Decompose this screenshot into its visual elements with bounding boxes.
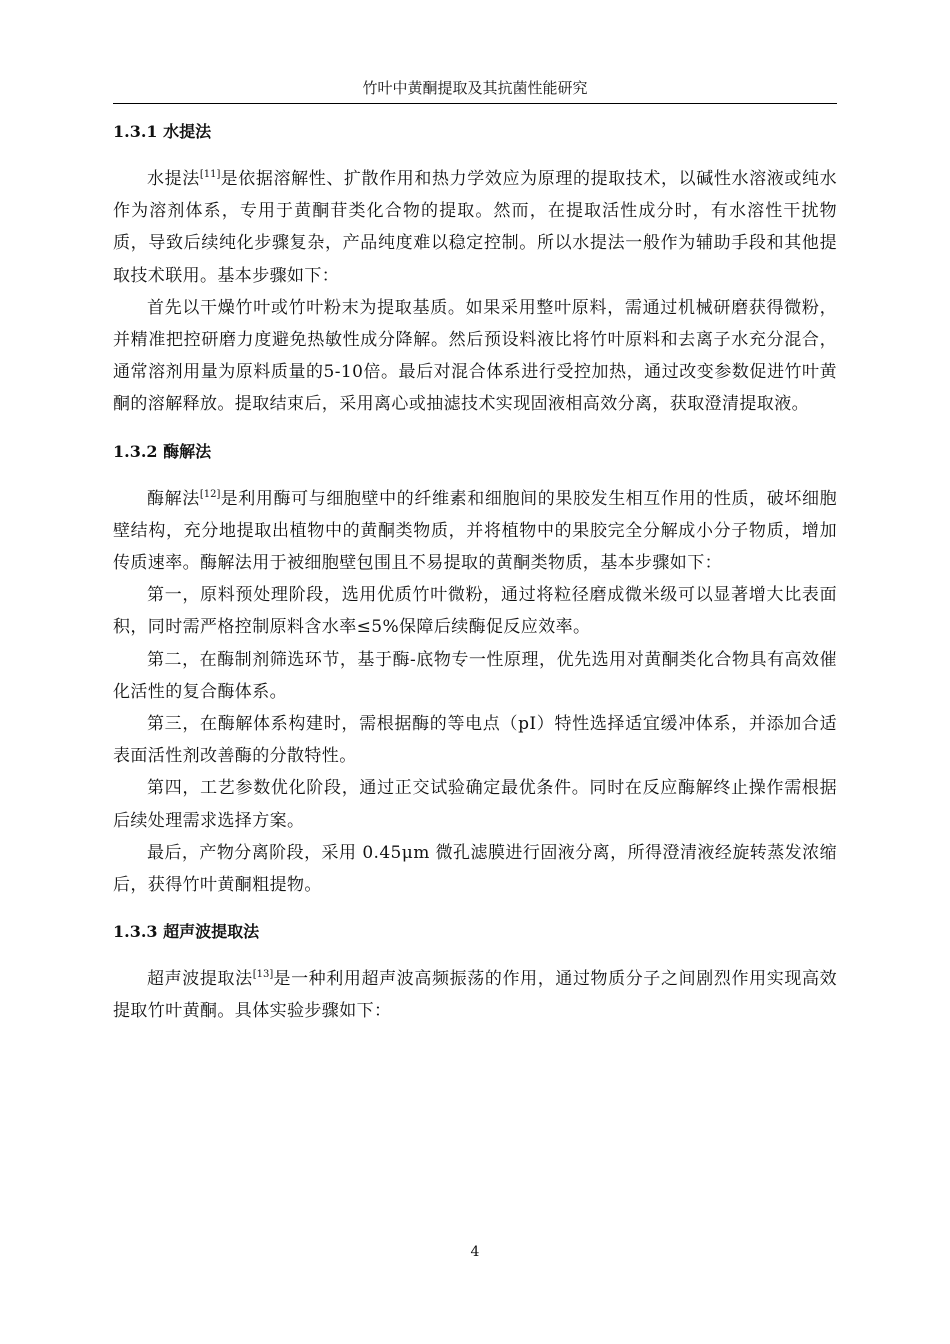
header-rule (113, 103, 837, 104)
term-enzymatic: 酶解法 (147, 488, 200, 509)
citation-11: [11] (199, 169, 221, 180)
paragraph-enzymatic-step-1: 第一，原料预处理阶段，选用优质竹叶微粉，通过将粒径磨成微米级可以显著增大比表面积，同时需严格控制原料含水率≤5%保障后续酶促反应效率。 (113, 585, 837, 638)
citation-12: [12] (199, 488, 221, 500)
paragraph-text: 是依据溶解性、扩散作用和热力学效应为原理的提取技术，以碱性水溶液或纯水作为溶剂体系，专用于黄酮苷类化合物的提取。然而，在提取活性成分时，有水溶性干扰物质，导致后续纯化步骤复杂，产品纯度难以稳定控制。所以水提法一般作为辅助手段和其他提取技术联用。基本步骤如下： (113, 169, 838, 286)
paragraph-enzymatic-intro (113, 483, 837, 580)
section-heading-enzymatic: 1.3.2 酶解法 (113, 441, 212, 461)
term-water-extraction: 水提法 (147, 169, 200, 189)
paragraph-ultrasonic-intro (113, 963, 837, 1027)
paragraph-enzymatic-step-3: 第三，在酶解体系构建时，需根据酶的等电点（pI）特性选择适宜缓冲体系，并添加合适表面活性剂改善酶的分散特性。 (113, 714, 837, 767)
paragraph-water-intro (113, 163, 837, 292)
running-header: 竹叶中黄酮提取及其抗菌性能研究 (362, 79, 588, 97)
document-body (113, 117, 837, 1028)
section-heading-water-extraction: 1.3.1 水提法 (113, 122, 212, 141)
page-number: 4 (470, 1244, 480, 1260)
paragraph-enzymatic-step-4: 第四，工艺参数优化阶段，通过正交试验确定最优条件。同时在反应酶解终止操作需根据后续处理需求选择方案。 (113, 778, 837, 831)
paragraph-enzymatic-step-2: 第二，在酶制剂筛选环节，基于酶-底物专一性原理，优先选用对黄酮类化合物具有高效催化活性的复合酶体系。 (113, 649, 837, 702)
paragraph-text: 是利用酶可与细胞壁中的纤维素和细胞间的果胶发生相互作用的性质，破坏细胞壁结构，充分地提取出植物中的黄酮类物质，并将植物中的果胶完全分解成小分子物质，增加传质速率。酶解法用于被细胞壁包围且不易提取的黄酮类物质，基本步骤如下： (113, 488, 838, 574)
paragraph-text: 是一种利用超声波高频振荡的作用，通过物质分子之间剧烈作用实现高效提取竹叶黄酮。具体实验步骤如下： (113, 969, 837, 1022)
section-heading-ultrasonic: 1.3.3 超声波提取法 (113, 922, 260, 942)
paragraph-enzymatic-step-5: 最后，产物分离阶段，采用 0.45μm 微孔滤膜进行固液分离，所得澄清液经旋转蒸发浓缩后，获得竹叶黄酮粗提物。 (113, 842, 837, 896)
term-ultrasonic: 超声波提取法 (147, 969, 253, 990)
citation-13: [13] (252, 969, 274, 981)
paragraph-water-steps: 首先以干燥竹叶或竹叶粉末为提取基质。如果采用整叶原料，需通过机械研磨获得微粉，并精准把控研磨力度避免热敏性成分降解。然后预设料液比将竹叶原料和去离子水充分混合，通常溶剂用量为原料质量的5-10倍。最后对混合体系进行受控加热，通过改变参数促进竹叶黄酮的溶解释放。提取结束后，采用离心或抽滤技术实现固液相高效分离，获取澄清提取液。 (113, 297, 837, 415)
